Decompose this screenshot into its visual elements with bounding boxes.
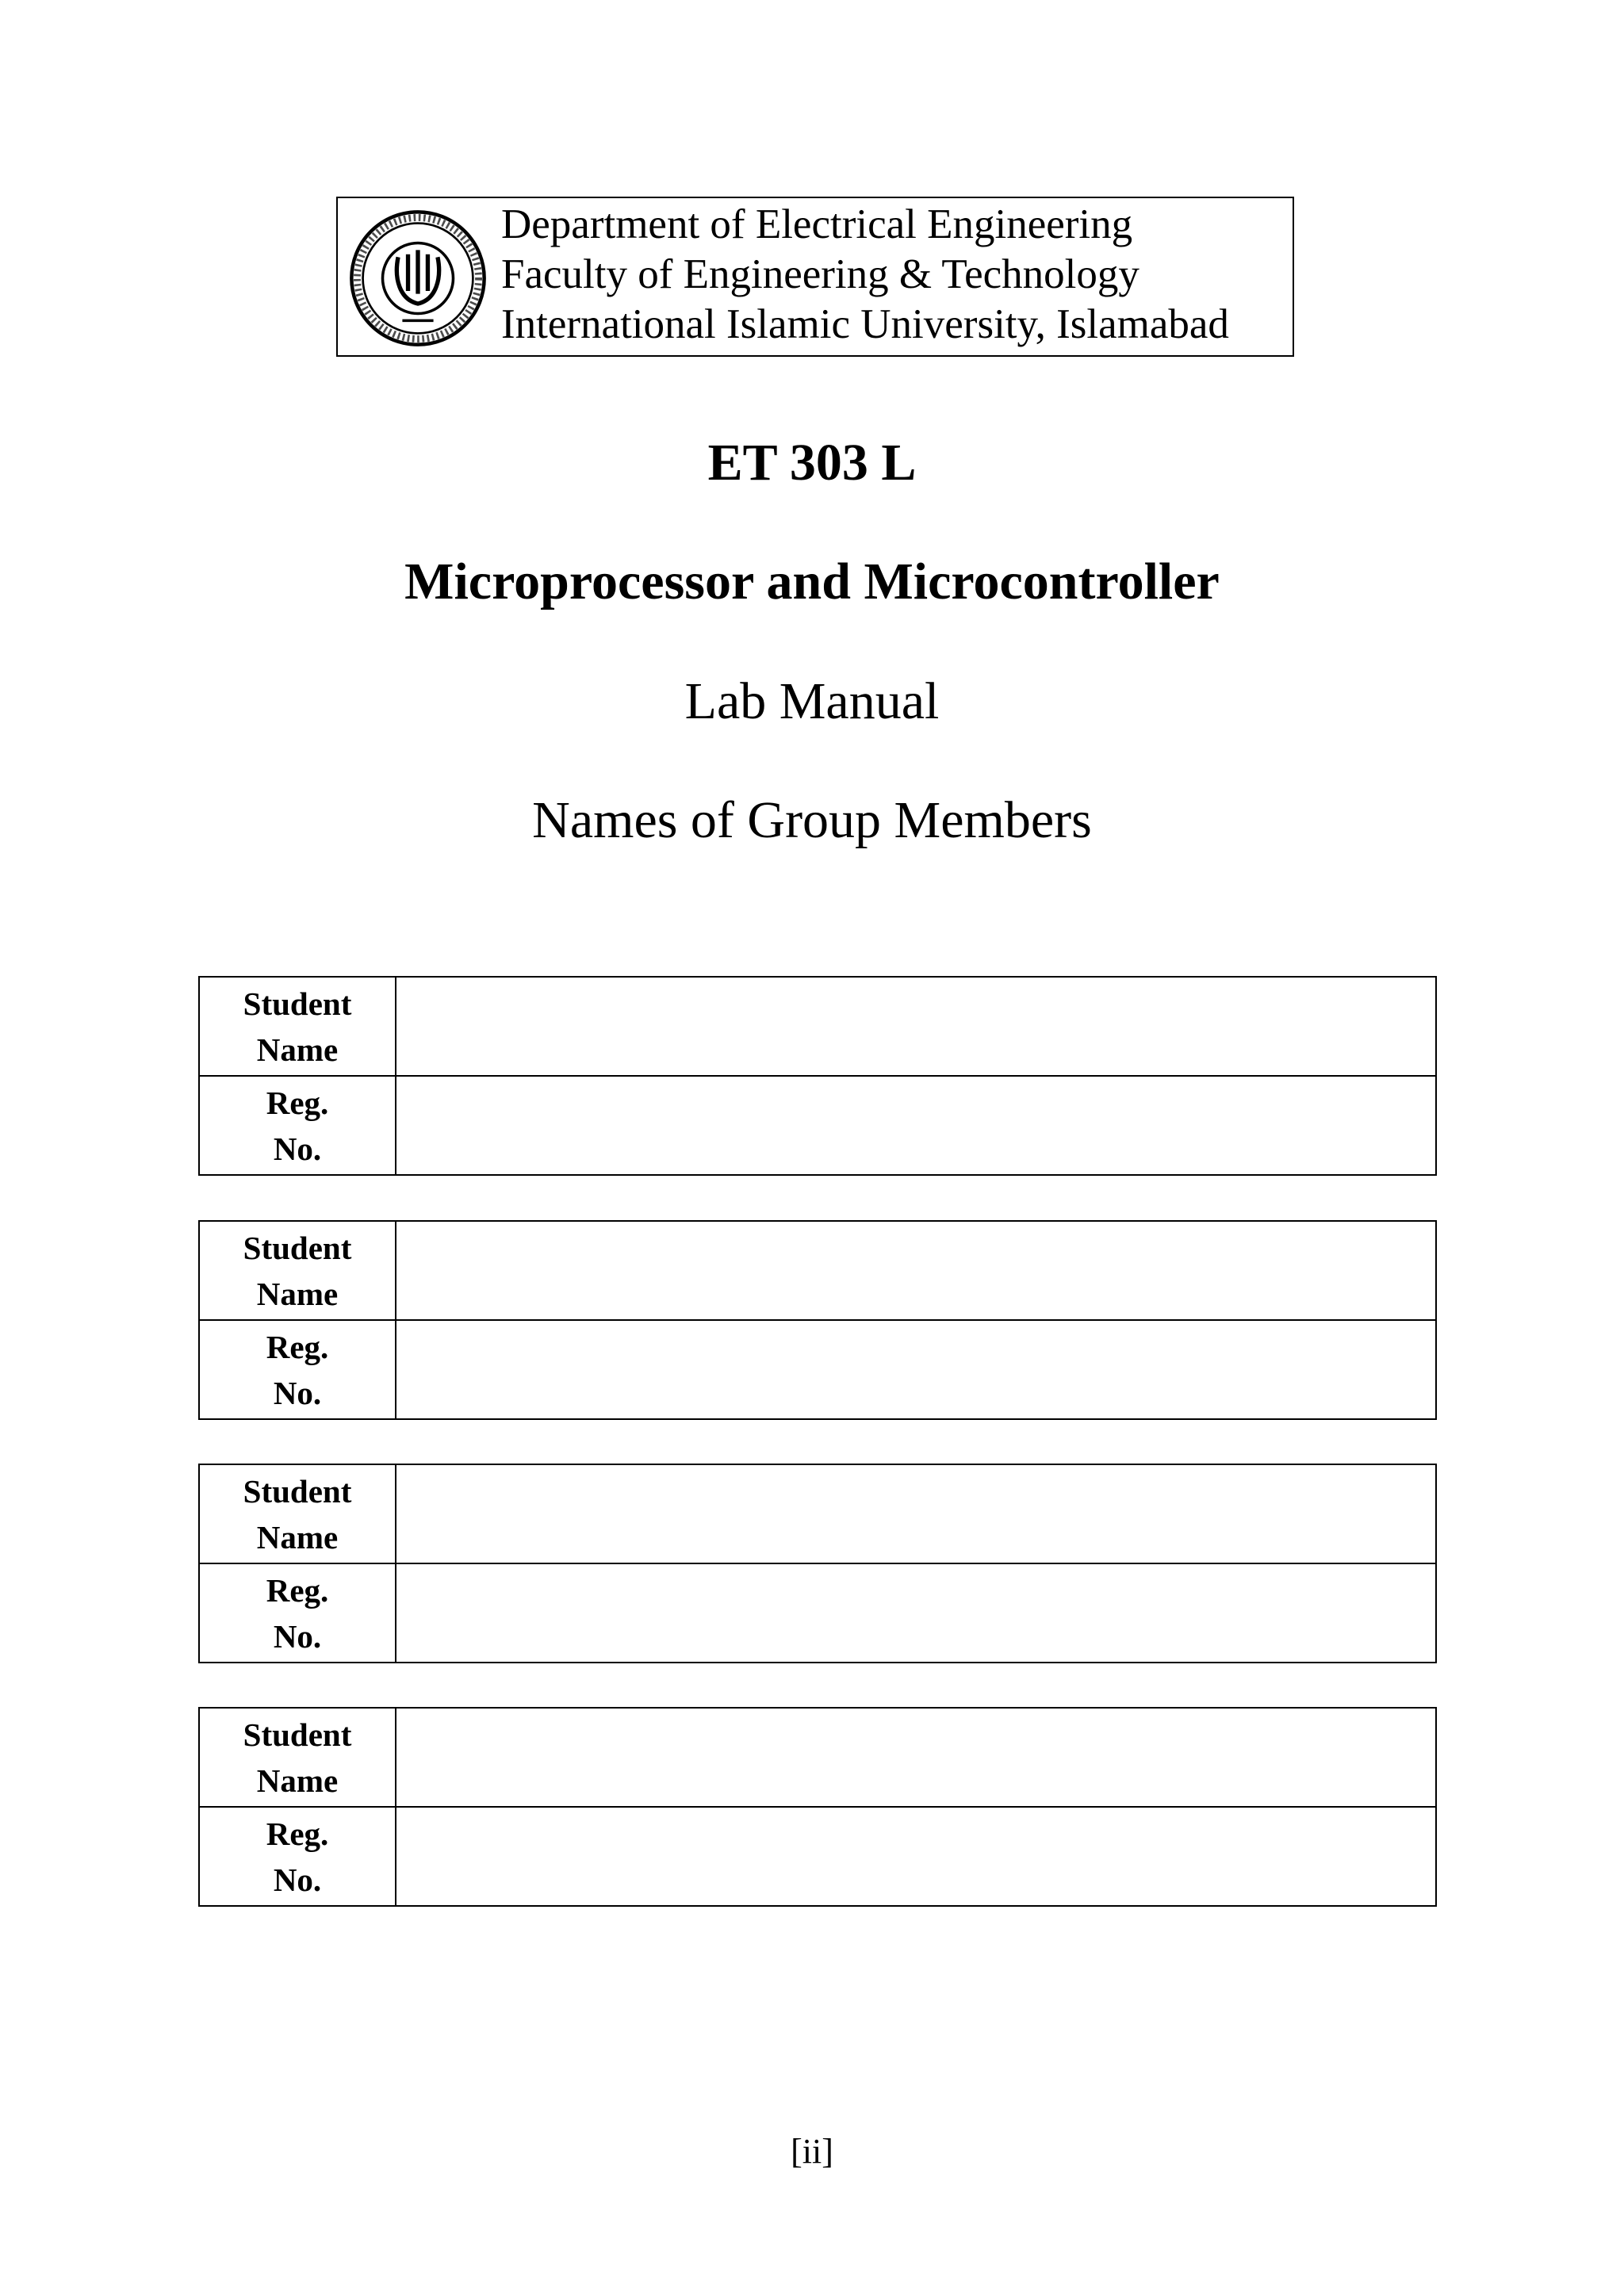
reg-no-label: Reg. No. <box>199 1076 396 1175</box>
reg-no-label: Reg. No. <box>199 1807 396 1906</box>
reg-no-label: Reg. No. <box>199 1563 396 1663</box>
student-name-row <box>199 1708 1436 1807</box>
student-name-row <box>199 977 1436 1076</box>
member-table-1 <box>198 976 1437 1176</box>
member-table-3 <box>198 1464 1437 1663</box>
reg-no-field[interactable] <box>396 1320 1436 1419</box>
group-members-heading: Names of Group Members <box>532 791 1092 849</box>
student-name-label: Student Name <box>199 1464 396 1563</box>
student-name-field[interactable] <box>396 977 1436 1076</box>
student-name-label: Student Name <box>199 1708 396 1807</box>
reg-no-label: Reg. No. <box>199 1320 396 1419</box>
university-seal-icon <box>347 208 488 349</box>
reg-no-row <box>199 1320 1436 1419</box>
header-lines <box>501 200 1229 350</box>
faculty-name: Faculty of Engineering & Technology <box>501 251 1139 297</box>
member-table-2 <box>198 1220 1437 1420</box>
student-name-field[interactable] <box>396 1464 1436 1563</box>
student-name-field[interactable] <box>396 1221 1436 1320</box>
university-name: International Islamic University, Islamabad <box>501 301 1229 347</box>
reg-no-row <box>199 1076 1436 1175</box>
reg-no-row <box>199 1807 1436 1906</box>
student-name-label: Student Name <box>199 1221 396 1320</box>
student-name-row <box>199 1464 1436 1563</box>
reg-no-field[interactable] <box>396 1807 1436 1906</box>
student-name-label: Student Name <box>199 977 396 1076</box>
reg-no-row <box>199 1563 1436 1663</box>
department-header <box>336 197 1294 357</box>
reg-no-field[interactable] <box>396 1076 1436 1175</box>
student-name-row <box>199 1221 1436 1320</box>
reg-no-field[interactable] <box>396 1563 1436 1663</box>
course-code: ET 303 L <box>707 434 917 492</box>
department-name: Department of Electrical Engineering <box>501 201 1133 247</box>
page-number: [ii] <box>791 2132 833 2171</box>
manual-label: Lab Manual <box>684 672 940 730</box>
member-table-4 <box>198 1707 1437 1907</box>
course-title: Microprocessor and Microcontroller <box>404 553 1220 610</box>
student-name-field[interactable] <box>396 1708 1436 1807</box>
